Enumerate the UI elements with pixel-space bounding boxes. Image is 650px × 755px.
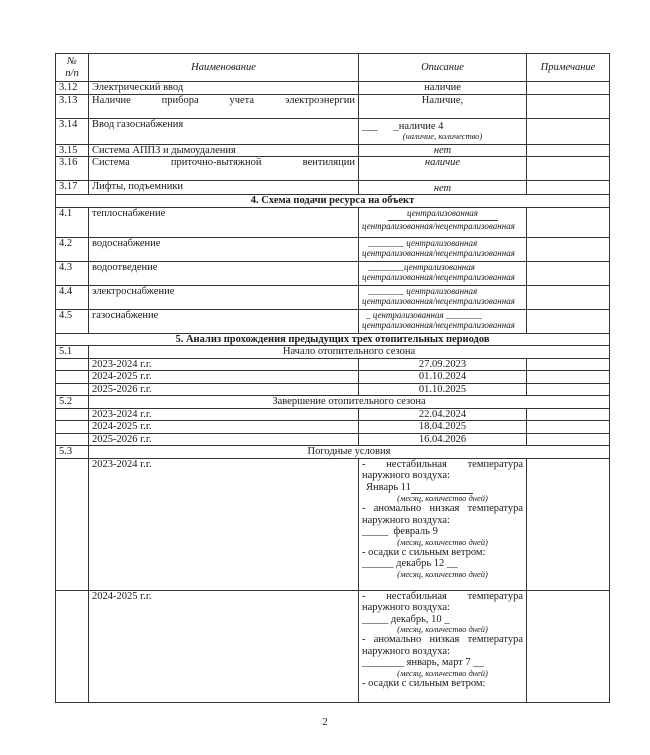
date: 01.10.2025 <box>359 383 527 396</box>
row-note <box>527 309 610 333</box>
supply-options: централизованная/нецентрализованная <box>362 319 515 330</box>
table-row <box>56 358 610 371</box>
row-num: 3.17 <box>56 181 89 195</box>
document-sheet <box>55 53 609 703</box>
weather-line: - нестабильная температура наружного воздуха: <box>362 590 523 613</box>
weather-line: - аномально низкая температура наружного воздуха: <box>362 634 523 657</box>
weather-value: декабрь, 10 <box>390 613 442 625</box>
section-row <box>56 195 610 208</box>
row-desc: ________ централизованная централизованная/нецентрализованная <box>359 285 527 309</box>
heating-start-title: Начало отопительного сезона <box>89 346 610 359</box>
row-name: Система приточно-вытяжной вентиляции <box>89 157 359 181</box>
row-desc: нет <box>359 181 527 195</box>
row-desc: Наличие, <box>359 94 527 118</box>
row-num: 3.14 <box>56 118 89 144</box>
header-name: Наименование <box>89 54 359 82</box>
section-4-title: 4. Схема подачи ресурса на объект <box>56 195 610 208</box>
period: 2023-2024 г.г. <box>89 408 359 421</box>
weather-sub: (месяц, количество дней) <box>397 536 488 547</box>
table-row <box>56 94 610 118</box>
table-row <box>56 421 610 434</box>
weather-line: - нестабильная температура наружного воздуха: <box>362 458 523 481</box>
row-note <box>527 285 610 309</box>
weather-sub: (месяц, количество дней) <box>397 624 488 634</box>
period: 2023-2024 г.г. <box>89 358 359 371</box>
row-num: 3.15 <box>56 144 89 157</box>
page-number: 2 <box>322 716 328 728</box>
row-name: электроснабжение <box>89 285 359 309</box>
date: 18.04.2025 <box>359 421 527 434</box>
row-note <box>527 157 610 181</box>
table-row <box>56 383 610 396</box>
row-num: 4.3 <box>56 261 89 285</box>
row-note <box>527 207 610 237</box>
row-name: теплоснабжение <box>89 207 359 237</box>
gas-value: _наличие 4 <box>393 120 444 132</box>
table-row <box>56 82 610 95</box>
subsection-row <box>56 446 610 459</box>
table-row <box>56 157 610 181</box>
table-row <box>56 285 610 309</box>
row-desc: ________ централизованная централизованная/нецентрализованная <box>359 237 527 261</box>
row-name: водоотведение <box>89 261 359 285</box>
weather-value: декабрь 12 <box>396 558 445 569</box>
table-row <box>56 458 610 590</box>
row-name: Электрический ввод <box>89 82 359 95</box>
row-num: 5.1 <box>56 346 89 359</box>
section-5-title: 5. Анализ прохождения предыдущих трех отопительных периодов <box>56 333 610 346</box>
header-num: № п/п <box>56 54 89 82</box>
table-row <box>56 237 610 261</box>
row-name: водоснабжение <box>89 237 359 261</box>
row-note <box>527 82 610 95</box>
table-row <box>56 309 610 333</box>
row-num: 3.12 <box>56 82 89 95</box>
row-desc: _ централизованная ________ централизованная/нецентрализованная <box>359 309 527 333</box>
table-row <box>56 261 610 285</box>
subsection-row <box>56 396 610 409</box>
heating-end-title: Завершение отопительного сезона <box>89 396 610 409</box>
row-num: 4.4 <box>56 285 89 309</box>
row-num: 4.5 <box>56 309 89 333</box>
date: 27.09.2023 <box>359 358 527 371</box>
supply-value: централизованная <box>406 237 478 248</box>
row-num: 3.16 <box>56 157 89 181</box>
row-note <box>527 181 610 195</box>
row-note <box>527 118 610 144</box>
table-row <box>56 118 610 144</box>
row-note <box>527 261 610 285</box>
row-name: Лифты, подъемники <box>89 181 359 195</box>
weather-sub: (месяц, количество дней) <box>397 493 488 503</box>
row-desc: нет <box>359 144 527 157</box>
row-num: 3.13 <box>56 94 89 118</box>
row-num: 5.3 <box>56 446 89 459</box>
section-row <box>56 333 610 346</box>
weather-value: Январь 11 <box>366 481 411 493</box>
row-desc: наличие <box>359 82 527 95</box>
date: 22.04.2024 <box>359 408 527 421</box>
weather-desc: - нестабильная температура наружного воздуха: Январь 11 (месяц, количество дней) - аномально низкая температура наружного воздуха: _____ февраль 9 (месяц, количество дней) - осадки с сильным ветром: ______ декабрь 12 __ (месяц, количество дней) <box>359 458 527 590</box>
row-desc: ___ _наличие 4 (наличие, количество) <box>359 118 527 144</box>
weather-line: - осадки с сильным ветром: <box>362 546 486 558</box>
period: 2024-2025 г.г. <box>89 421 359 434</box>
supply-options: централизованная/нецентрализованная <box>362 295 515 306</box>
subsection-row <box>56 346 610 359</box>
weather-line: - аномально низкая температура наружного воздуха: <box>362 503 523 526</box>
row-note <box>527 144 610 157</box>
row-num: 4.2 <box>56 237 89 261</box>
table-row <box>56 433 610 446</box>
period: 2025-2026 г.г. <box>89 433 359 446</box>
weather-title: Погодные условия <box>89 446 610 459</box>
row-name: Система АППЗ и дымоудаления <box>89 144 359 157</box>
date: 01.10.2024 <box>359 371 527 384</box>
row-desc <box>359 207 527 237</box>
date: 16.04.2026 <box>359 433 527 446</box>
row-desc: ________централизованная централизованная/нецентрализованная <box>359 261 527 285</box>
supply-value: централизованная <box>406 285 478 296</box>
period: 2025-2026 г.г. <box>89 383 359 396</box>
table-row <box>56 207 610 237</box>
weather-value: январь, март 7 <box>406 657 471 668</box>
period: 2024-2025 г.г. <box>89 590 359 702</box>
table-row <box>56 408 610 421</box>
row-desc: наличие <box>359 157 527 181</box>
table-row <box>56 590 610 702</box>
supply-options: централизованная/нецентрализованная <box>362 247 515 258</box>
weather-value: февраль 9 <box>393 526 438 537</box>
row-name: Наличие прибора учета электроэнергии <box>89 94 359 118</box>
weather-desc: - нестабильная температура наружного воздуха: _____ декабрь, 10 _ (месяц, количество дней) - аномально низкая температура наружного воздуха: ________ январь, март 7 __ (месяц, количество дней) - осадки с сильным ветром: <box>359 590 527 702</box>
supply-options: централизованная/нецентрализованная <box>362 271 515 282</box>
row-note <box>527 237 610 261</box>
supply-options: централизованная/нецентрализованная <box>362 220 515 231</box>
row-num: 5.2 <box>56 396 89 409</box>
row-name: газоснабжение <box>89 309 359 333</box>
table-header <box>56 54 610 82</box>
header-desc: Описание <box>359 54 527 82</box>
period: 2024-2025 г.г. <box>89 371 359 384</box>
table-row <box>56 181 610 195</box>
weather-sub: (месяц, количество дней) <box>397 667 488 678</box>
weather-line: - осадки с сильным ветром: <box>362 677 486 689</box>
weather-sub: (месяц, количество дней) <box>397 568 488 579</box>
row-note <box>527 94 610 118</box>
row-num: 4.1 <box>56 207 89 237</box>
supply-value: _ централизованная <box>366 309 444 320</box>
table-row <box>56 144 610 157</box>
supply-value: централизованная <box>404 261 475 272</box>
object-table <box>55 53 610 703</box>
period: 2023-2024 г.г. <box>89 458 359 590</box>
table-row <box>56 371 610 384</box>
gas-sub: (наличие, количество) <box>402 131 483 141</box>
header-note: Примечание <box>527 54 610 82</box>
row-name: Ввод газоснабжения <box>89 118 359 144</box>
supply-value: централизованная <box>407 207 478 218</box>
